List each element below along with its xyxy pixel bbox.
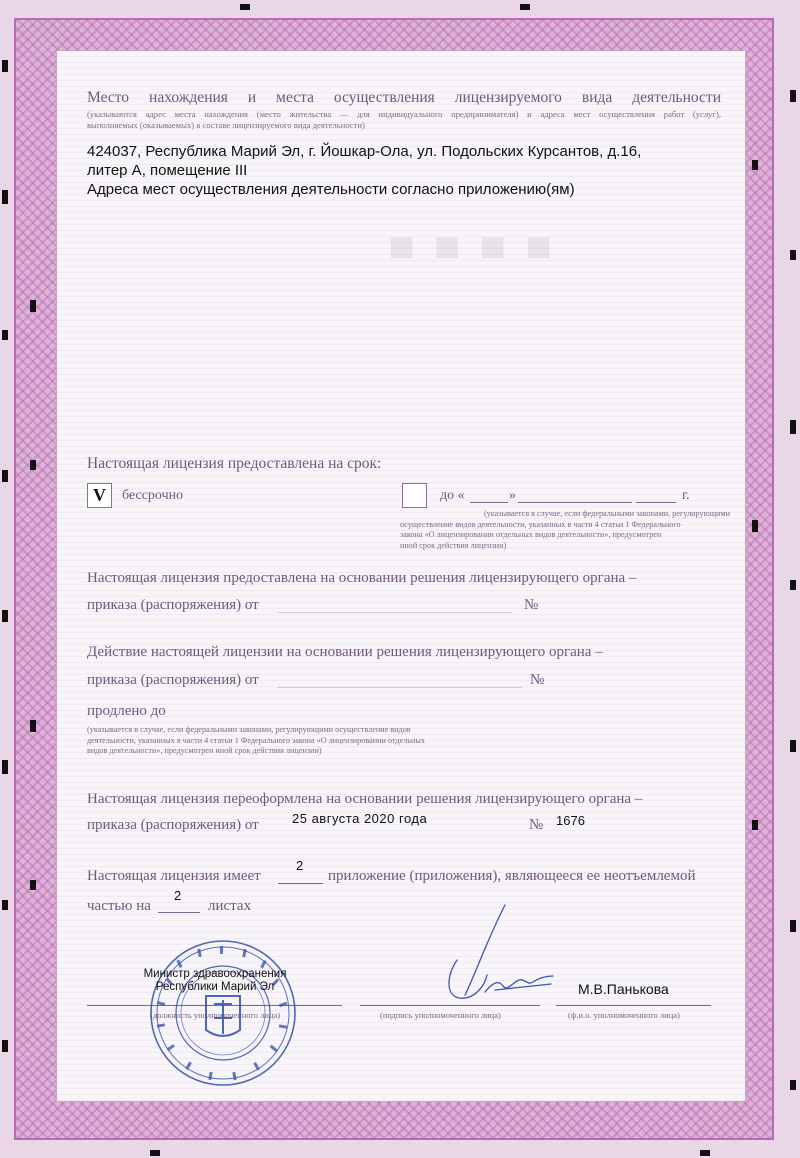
extended-line-2: приказа (распоряжения) от bbox=[87, 672, 259, 688]
term-heading: Настоящая лицензия предоставлена на срок: bbox=[87, 455, 382, 472]
handwritten-signature bbox=[435, 900, 560, 1010]
appendix-count: 2 bbox=[296, 858, 304, 873]
until-day-line bbox=[470, 502, 508, 503]
until-mid: » bbox=[509, 488, 516, 503]
granted-line-2: приказа (распоряжения) от bbox=[87, 597, 259, 613]
appendix-suffix: приложение (приложения), являющееся ее неотъемлемой bbox=[328, 868, 696, 884]
unlimited-label: бессрочно bbox=[122, 488, 184, 503]
appendix-line2-suffix: листах bbox=[208, 898, 252, 914]
location-heading: Место нахождения и места осуществления лицензируемого вида деятельности bbox=[87, 89, 721, 106]
reissued-number: 1676 bbox=[556, 813, 585, 828]
extended-date-line bbox=[277, 687, 522, 688]
extended-note: (указывается в случае, если федеральными законами, регулирующими осуществление видов деятельности, указанных в части 4 статьи 1 Федерального закона «О лицензировании отдельных видов деятельности», предусмотрен иной срок действия лицензии) bbox=[87, 725, 426, 755]
term-note: (указывается в случае, если федеральными законами, регулирующими осуществление видов деятельности, указанных в части 4 статьи 1 Федерального закона «О лицензировании отдельных видов деятельности», предусмотрен иной срок действия лицензии) bbox=[400, 509, 730, 550]
caption-position: (должность уполномоченного лица) bbox=[150, 1010, 281, 1020]
name-line bbox=[556, 1005, 711, 1006]
caption-name: (ф.и.о. уполномоченного лица) bbox=[568, 1010, 680, 1020]
unlimited-checkbox[interactable] bbox=[87, 483, 112, 508]
until-year-line bbox=[636, 502, 676, 503]
watermark: ■ ■ ■ ■ bbox=[388, 222, 556, 271]
appendix-line2-prefix: частью на bbox=[87, 898, 151, 914]
reissued-number-sign: № bbox=[529, 817, 544, 833]
extended-number-sign: № bbox=[530, 672, 545, 688]
granted-line-1: Настоящая лицензия предоставлена на основании решения лицензирующего органа – bbox=[87, 570, 637, 586]
address-line-1: 424037, Республика Марий Эл, г. Йошкар-Ола, ул. Подольских Курсантов, д.16, bbox=[87, 143, 642, 160]
appendix-prefix: Настоящая лицензия имеет bbox=[87, 868, 261, 884]
extended-line-3: продлено до bbox=[87, 703, 166, 719]
reissued-line-1: Настоящая лицензия переоформлена на основании решения лицензирующего органа – bbox=[87, 791, 643, 807]
official-seal bbox=[148, 938, 298, 1088]
until-month-line bbox=[518, 502, 632, 503]
location-note: (указываются адрес места нахождения (место жительства — для индивидуального предпринимателя) и адреса мест осуществления работ (услуг), выполняемых (оказываемых) в составе лицензируемого вида деятельности) bbox=[87, 109, 721, 130]
appendix-sheets-line bbox=[158, 912, 200, 913]
until-prefix: до « bbox=[440, 488, 465, 503]
signer-name: М.В.Панькова bbox=[578, 981, 669, 997]
extended-line-1: Действие настоящей лицензии на основании решения лицензирующего органа – bbox=[87, 644, 603, 660]
granted-number-sign: № bbox=[524, 597, 539, 613]
appendix-count-line bbox=[278, 883, 323, 884]
check-mark: V bbox=[93, 485, 106, 505]
reissued-date: 25 августа 2020 года bbox=[292, 811, 428, 826]
caption-signature: (подпись уполномоченного лица) bbox=[380, 1010, 501, 1020]
until-checkbox[interactable] bbox=[402, 483, 427, 508]
signer-position: Министр здравоохранения Республики Марий Эл bbox=[143, 968, 287, 993]
address-line-2: литер А, помещение III bbox=[87, 162, 248, 179]
address-line-3: Адреса мест осуществления деятельности согласно приложению(ям) bbox=[87, 181, 575, 198]
granted-date-line bbox=[277, 612, 512, 613]
appendix-sheets: 2 bbox=[174, 888, 182, 903]
reissued-line-2: приказа (распоряжения) от bbox=[87, 817, 259, 833]
until-suffix: г. bbox=[682, 488, 690, 503]
